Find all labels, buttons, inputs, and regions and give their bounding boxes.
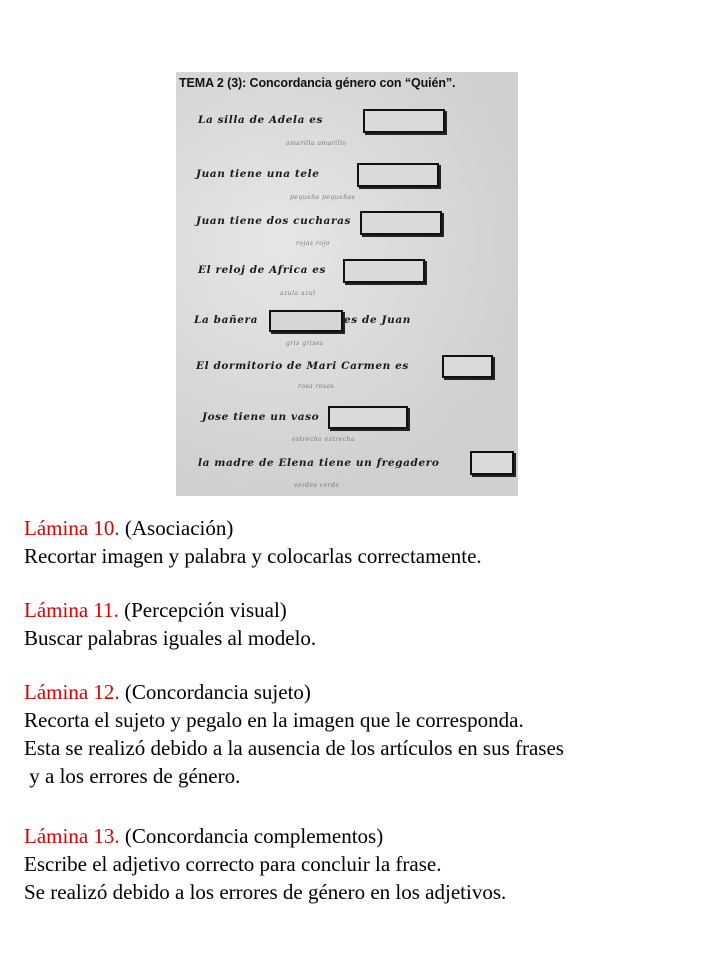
worksheet-row-5-options: gris grises	[286, 340, 324, 347]
lamina-10-section	[24, 514, 482, 570]
lamina-12-line-2: Esta se realizó debido a la ausencia de los artículos en sus frases	[24, 736, 564, 760]
worksheet-row-5-sentence-before: La bañera	[194, 314, 259, 326]
worksheet-scan	[176, 72, 518, 496]
lamina-13-section	[24, 822, 506, 906]
lamina-13-line-2: Se realizó debido a los errores de género en los adjetivos.	[24, 880, 507, 904]
worksheet-row-3-sentence: Juan tiene dos cucharas	[196, 215, 352, 227]
worksheet-row-2-blank	[357, 163, 439, 187]
lamina-11-line-1: Buscar palabras iguales al modelo.	[24, 626, 317, 650]
lamina-12-line-3: y a los errores de género.	[24, 764, 241, 788]
worksheet-row-1-blank	[363, 109, 445, 133]
worksheet-row-5-sentence-after: es de Juan	[344, 314, 411, 326]
worksheet-row-4-sentence: El reloj de Africa es	[198, 264, 327, 276]
worksheet-row-7-options: estrecho estrecha	[292, 436, 355, 443]
worksheet-row-4-options: azula azul	[280, 290, 316, 297]
worksheet-row-1-options: amarilla amarillo	[286, 140, 347, 147]
worksheet-row-6-sentence: El dormitorio de Mari Carmen es	[196, 360, 409, 372]
worksheet-row-8-blank	[470, 451, 514, 475]
lamina-10-heading-line	[24, 514, 482, 542]
lamina-11-section	[24, 596, 316, 652]
worksheet-row-2-options: pequeña pequeñas	[290, 194, 356, 201]
worksheet-row-7-sentence: Jose tiene un vaso	[202, 411, 320, 423]
lamina-11-heading: (Percepción visual)	[124, 598, 287, 622]
worksheet-row-6-options: rosa rosas	[298, 383, 335, 390]
lamina-12-number: Lámina 12.	[24, 680, 120, 704]
worksheet-row-1-sentence: La silla de Adela es	[198, 114, 324, 126]
lamina-13-heading-line	[24, 822, 506, 850]
worksheet-row-8-options: verdes verde	[294, 482, 340, 489]
worksheet-row-7-blank	[328, 406, 408, 429]
lamina-11-number: Lámina 11.	[24, 598, 119, 622]
lamina-12-section	[24, 678, 564, 790]
worksheet-row-4-blank	[343, 259, 425, 283]
lamina-10-line-1: Recortar imagen y palabra y colocarlas correctamente.	[24, 544, 482, 568]
lamina-12-line-1: Recorta el sujeto y pegalo en la imagen que le corresponda.	[24, 708, 524, 732]
lamina-10-number: Lámina 10.	[24, 516, 120, 540]
lamina-11-heading-line	[24, 596, 316, 624]
worksheet-row-6-blank	[442, 355, 493, 378]
worksheet-row-2-sentence: Juan tiene una tele	[196, 168, 320, 180]
lamina-13-heading: (Concordancia complementos)	[124, 824, 384, 848]
worksheet-row-3-blank	[360, 211, 442, 235]
worksheet-row-5-blank	[269, 310, 343, 332]
worksheet-row-8-sentence: la madre de Elena tiene un fregadero	[198, 457, 440, 469]
lamina-13-line-1: Escribe el adjetivo correcto para concluir la frase.	[24, 852, 442, 876]
lamina-13-number: Lámina 13.	[24, 824, 120, 848]
worksheet-title: TEMA 2 (3): Concordancia género con “Quién”.	[179, 76, 456, 90]
lamina-12-heading: (Concordancia sujeto)	[124, 680, 311, 704]
lamina-10-heading: (Asociación)	[124, 516, 234, 540]
lamina-12-heading-line	[24, 678, 564, 706]
worksheet-row-3-options: rojas rojo	[296, 240, 330, 247]
